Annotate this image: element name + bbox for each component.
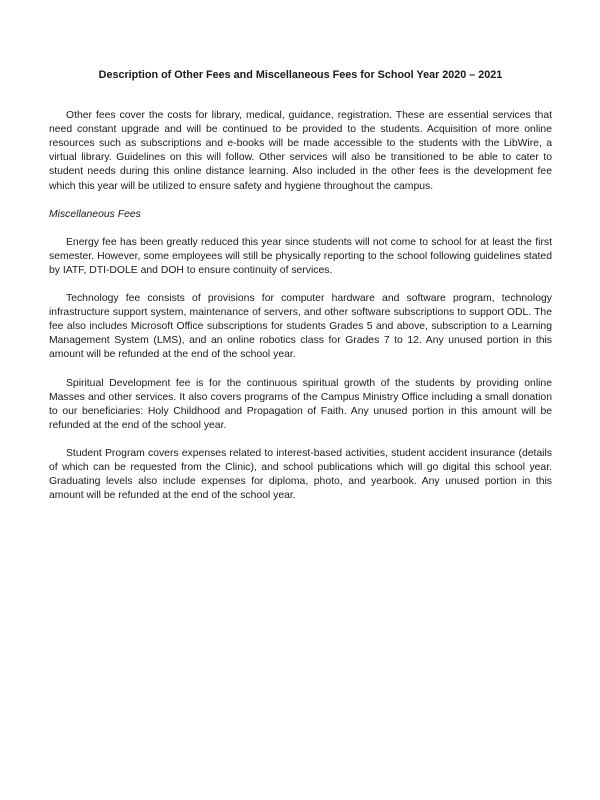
energy-fee-paragraph: Energy fee has been greatly reduced this year since students will not come to school for at least the first semester. However, some employees will still be physically reporting to the school following guidelines stated by IATF, DTI-DOLE and DOH to ensure continuity of services. [49,236,552,276]
spiritual-development-fee-paragraph: Spiritual Development fee is for the continuous spiritual growth of the students by providing online Masses and other services. It also covers programs of the Campus Ministry Office including a small donation to our beneficiaries: Holy Childhood and Propagation of Faith. Any unused portion in this amount will be refunded at the end of the school year. [49,377,552,431]
miscellaneous-fees-heading: Miscellaneous Fees [49,208,141,220]
document-title: Description of Other Fees and Miscellaneous Fees for School Year 2020 – 2021 [98,69,503,81]
document-page [49,68,552,517]
other-fees-paragraph: Other fees cover the costs for library, medical, guidance, registration. These are essential services that need constant upgrade and will be continued to be provided to the students. Acquisition of more online resources such as subscriptions and e-books will be made accessible to the students with the LibWire, a virtual library. Guidelines on this will follow. Other services will also be transitioned to be able to cater to student needs during this online distance learning. Also included in the other fees is the development fee which this year will be utilized to ensure safety and hygiene throughout the campus. [49,110,552,192]
student-program-paragraph: Student Program covers expenses related to interest-based activities, student accident insurance (details of which can be requested from the Clinic), and school publications which will go digital this school year. Graduating levels also include expenses for diploma, photo, and yearbook. Any unused portion in this amount will be refunded at the end of the school year. [49,447,552,502]
technology-fee-paragraph: Technology fee consists of provisions for computer hardware and software program, technology infrastructure support system, maintenance of servers, and other software subscriptions to support ODL. The fee also includes Microsoft Office subscriptions for students Grades 5 and above, subscription to a Learning Management System (LMS), and an online robotics class for Grades 7 to 12. Any unused portion in this amount will be refunded at the end of the school year. [49,293,552,361]
